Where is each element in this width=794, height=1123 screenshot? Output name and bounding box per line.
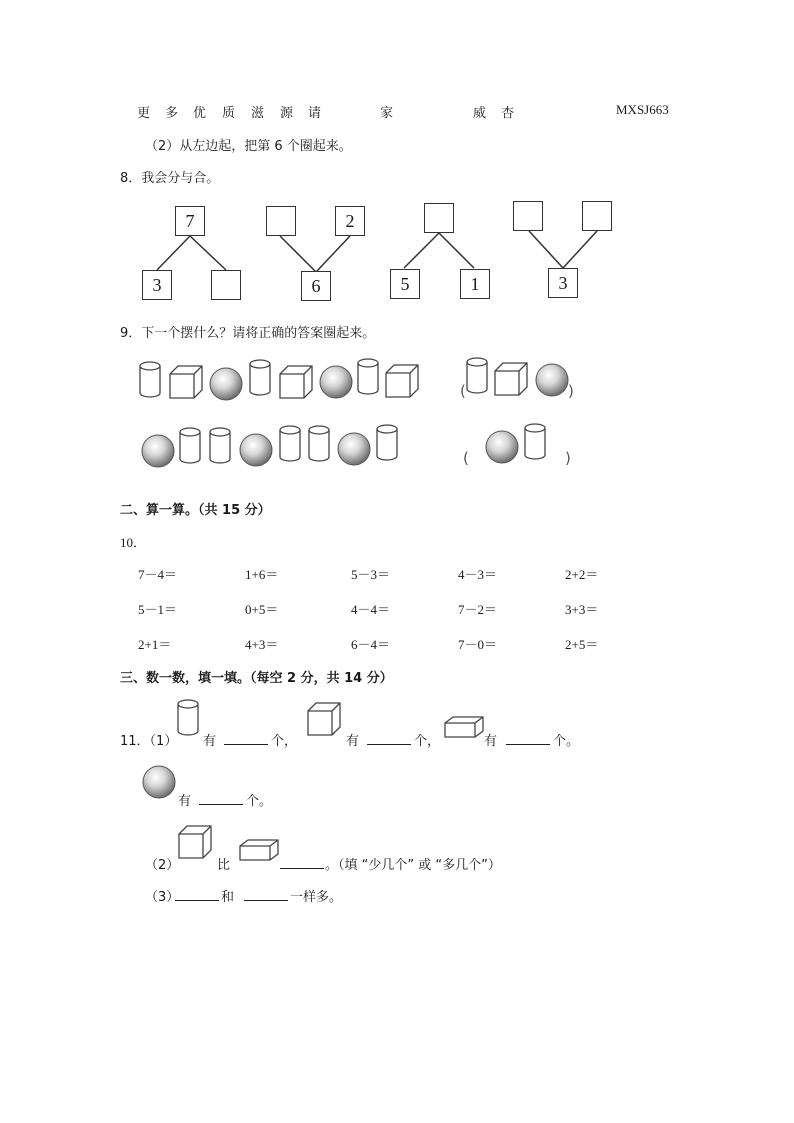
arith-problem: 5－1＝ [138,602,178,617]
arith-problem: 0+5＝ [245,602,279,617]
q8-tree2-topright: 2 [335,206,365,236]
q9-row1-paren-close: ) [568,382,574,400]
ge-text: 个， [414,734,441,749]
q7-part2-text: （2）从左边起，把第 6 个圈起来。 [145,139,352,154]
header-word: 家 [380,106,395,121]
cylinder-figure [210,428,230,463]
you-text: 有 [346,734,360,749]
he-text: 和 [221,890,235,905]
option-sphere-figure [486,431,518,463]
ge-text: 个。 [246,794,273,809]
answer-blank[interactable] [244,886,288,905]
sphere-figure [240,434,272,466]
option-cylinder-figure [525,424,545,459]
header-word: 多 [165,106,180,121]
q11-box-figure [445,717,483,737]
arith-problem: 2+1＝ [138,637,172,652]
q11-cylinder-figure [178,700,198,735]
cube-figure [170,366,202,398]
header-word: 优 [193,106,208,121]
arith-problem: 3+3＝ [565,602,599,617]
q8-tree4-bottom: 3 [548,268,578,298]
sphere-figure [338,433,370,465]
header-word: 源 [280,106,295,121]
cylinder-figure [309,426,329,461]
q11-cube-figure [308,703,340,735]
q8-tree2-bottom: 6 [301,271,331,301]
bi-text: 比 [217,858,231,873]
you-text: 有 [484,734,498,749]
answer-blank[interactable] [367,730,411,749]
q8-title: 8．我会分与合。 [120,171,220,186]
q8-tree1-top: 7 [175,206,205,236]
arith-problem: 7－4＝ [138,567,178,582]
header-word: 质 [222,106,237,121]
q9-row2-paren-close: ) [565,449,571,467]
arith-problem: 2+5＝ [565,637,599,652]
q10-number: 10． [120,535,147,550]
header-word: 滋 [251,106,266,121]
section2-title: 二、算一算。（共 15 分） [120,503,271,518]
q11p2-box-figure [240,840,278,860]
ge-text: 个， [271,734,298,749]
you-text: 有 [178,794,192,809]
arith-problem: 7－2＝ [458,602,498,617]
arith-problem: 6－4＝ [351,637,391,652]
q11-part3-label: （3） [145,890,180,905]
header-word: 威 [473,106,488,121]
sphere-figure [210,368,242,400]
q11-sphere-figure [143,766,175,798]
cube-figure [280,366,312,398]
sphere-figure [142,435,174,467]
q11-part2-hint: 。（填 “少几个” 或 “多几个”） [325,858,501,873]
option-cube-figure [495,363,527,395]
arith-problem: 5－3＝ [351,567,391,582]
q8-tree3-right: 1 [460,269,490,299]
cube-figure [386,365,418,397]
q9-row2-paren-open: ( [463,449,469,467]
q8-tree3-left: 5 [390,269,420,299]
q8-tree1-left: 3 [142,270,172,300]
answer-blank[interactable] [280,854,324,873]
arith-problem: 4－4＝ [351,602,391,617]
you-text: 有 [203,734,217,749]
header-word: 杏 [501,106,516,121]
cylinder-figure [358,359,378,394]
yiyangduo-text: 一样多。 [290,890,343,905]
answer-blank[interactable] [224,730,268,749]
cylinder-figure [280,426,300,461]
q11p2-cube-figure [179,826,211,858]
answer-blank[interactable] [199,790,243,809]
arith-problem: 1+6＝ [245,567,279,582]
header-word: 更 [137,106,152,121]
header-code: MXSJ663 [616,102,669,117]
sphere-figure [320,366,352,398]
arith-problem: 4+3＝ [245,637,279,652]
answer-blank[interactable] [175,886,219,905]
ge-text: 个。 [553,734,580,749]
option-sphere-figure [536,364,568,396]
answer-blank[interactable] [506,730,550,749]
arith-problem: 2+2＝ [565,567,599,582]
arith-problem: 7－0＝ [458,637,498,652]
option-cylinder-figure [467,358,487,393]
q9-title: 9．下一个摆什么？请将正确的答案圈起来。 [120,326,376,341]
cylinder-figure [377,425,397,460]
q11-part2-label: （2） [145,858,180,873]
header-word: 请 [308,106,323,121]
cylinder-figure [180,428,200,463]
q9-row1-paren-open: ( [460,382,466,400]
cylinder-figure [250,360,270,395]
section3-title: 三、数一数，填一填。（每空 2 分，共 14 分） [120,671,393,686]
cylinder-figure [140,362,160,397]
q11-label: 11．（1） [120,734,178,749]
arith-problem: 4－3＝ [458,567,498,582]
